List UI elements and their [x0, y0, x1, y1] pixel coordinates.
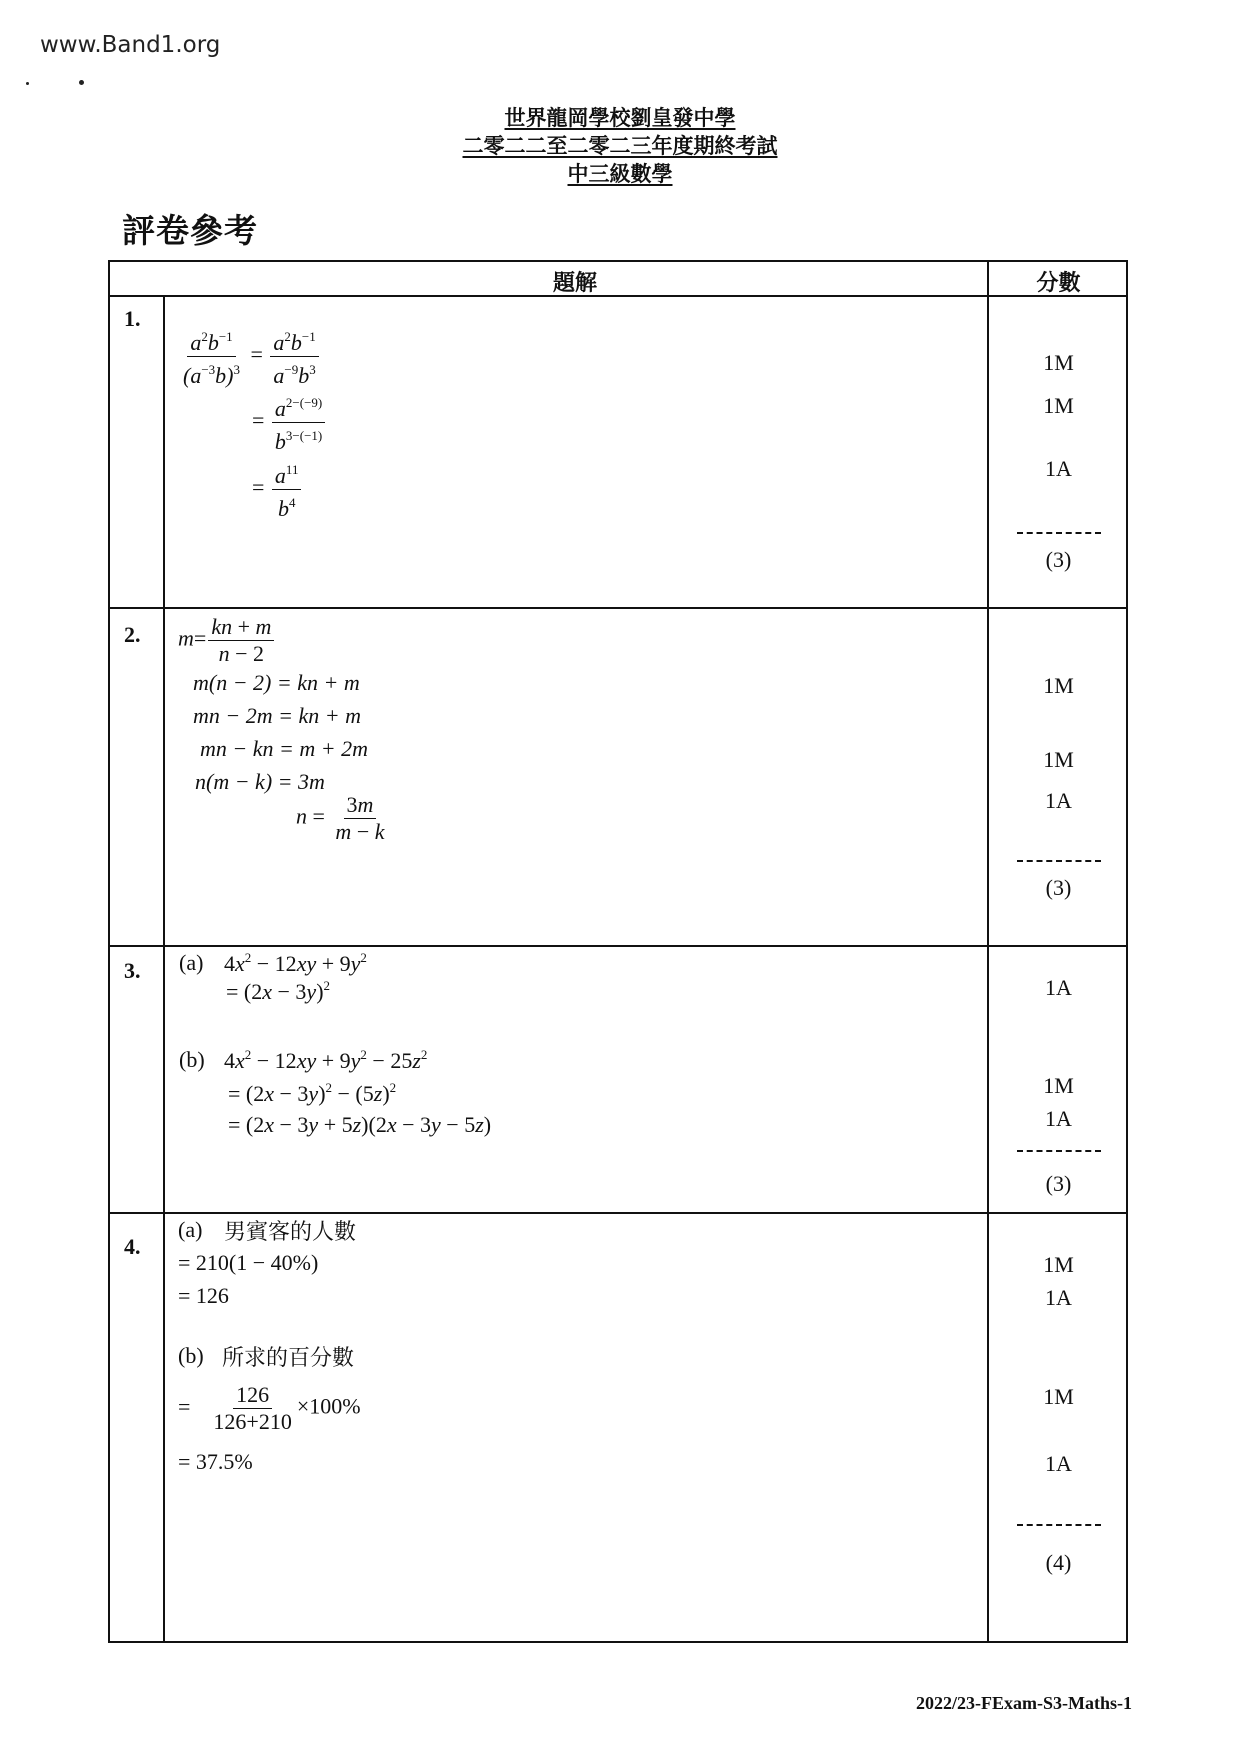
q4b-title: 所求的百分數 — [222, 1346, 355, 1371]
subtotal-separator — [1017, 532, 1101, 534]
q3a-step-2: = $(2x - 3y)^2$ — [226, 978, 331, 1004]
question-total: (3) — [1045, 1171, 1072, 1196]
q4b-label: (b) — [178, 1343, 204, 1368]
question-total: (4) — [1045, 1550, 1072, 1575]
school-name: 世界龍岡學校劉皇發中學 — [504, 106, 736, 130]
question-number: 3. — [124, 958, 141, 983]
mark: 1A — [1045, 1451, 1072, 1476]
row-divider — [110, 945, 1126, 947]
q3b-label: (b) — [179, 1047, 205, 1072]
question-number: 1. — [124, 306, 141, 331]
scan-speck — [26, 82, 29, 85]
number-column-divider — [163, 295, 165, 1641]
q4b-step-1: = $\frac{126}{126+210}$ ×100% — [178, 1382, 361, 1434]
q4-marks — [989, 1212, 1128, 1643]
q2-step-5: n(m − k) = 3m — [195, 769, 325, 794]
q3b-step-2: = $(2x - 3y)^2 - (5z)^2$ — [228, 1080, 397, 1106]
question-number: 4. — [124, 1234, 141, 1259]
scan-speck — [79, 80, 84, 85]
mark: 1M — [1043, 1252, 1074, 1277]
q3b-step-1: $4x^2 - 12xy + 9y^2 - 25z^2$ — [224, 1047, 428, 1073]
q2-step-3: mn − 2m = kn + m — [193, 703, 361, 728]
mark: 1A — [1045, 1106, 1072, 1131]
header-divider — [110, 295, 1126, 297]
mark: 1A — [1045, 456, 1072, 481]
q2-step-4: mn − kn = m + 2m — [200, 736, 368, 761]
subtotal-separator — [1017, 1524, 1101, 1526]
mark: 1M — [1043, 350, 1074, 375]
q1-marks — [989, 262, 1128, 607]
watermark-url: www.Band1.org — [40, 32, 221, 58]
marks-column-header: 分數 — [1036, 271, 1081, 296]
mark: 1A — [1045, 1285, 1072, 1310]
mark: 1M — [1043, 673, 1074, 698]
row-divider — [110, 1212, 1126, 1214]
q1-step-1: $\frac{a^2b^{-1}}{(a^{-3}b)^3}$ = $\frac{a^2b^{-1}}{a^{-9}b^3}$ — [178, 324, 321, 389]
document-title-block — [0, 104, 1240, 188]
mark: 1A — [1045, 788, 1072, 813]
mark: 1M — [1043, 747, 1074, 772]
subtotal-separator — [1017, 860, 1101, 862]
q3a-step-1: $4x^2 - 12xy + 9y^2$ — [224, 950, 367, 976]
q1-step-2: = $\frac{a^{2-(-9)}}{b^{3-(-1)}}$ — [252, 390, 327, 455]
mark: 1M — [1043, 1073, 1074, 1098]
row-divider — [110, 607, 1126, 609]
mark: 1M — [1043, 393, 1074, 418]
fraction-numerator: 126 — [233, 1382, 272, 1409]
q4a-step-1: = 210(1 − 40%) — [178, 1250, 319, 1275]
fraction-suffix: ×100% — [296, 1393, 361, 1419]
q1-step-3: = $\frac{a^{11}}{b^4}$ — [252, 457, 303, 522]
fraction-denominator: 126+210 — [213, 1409, 292, 1434]
q2-marks — [989, 607, 1128, 945]
q3a-label: (a) — [179, 950, 204, 975]
marking-scheme-table — [108, 260, 1128, 1643]
mark: 1M — [1043, 1384, 1074, 1409]
page-footer-code: 2022/23-FExam-S3-Maths-1 — [916, 1693, 1132, 1713]
mark: 1A — [1045, 975, 1072, 1000]
exam-name: 二零二二至二零二三年度期終考試 — [462, 134, 778, 158]
q3b-step-3: = (2x − 3y + 5z)(2x − 3y − 5z) — [228, 1112, 492, 1137]
q2-step-6: n = $\frac{3m}{m - k}$ — [296, 792, 385, 844]
question-total: (3) — [1045, 547, 1072, 572]
q4a-step-2: = 126 — [178, 1283, 229, 1308]
marking-scheme-heading: 評卷參考 — [122, 211, 258, 250]
q2-step-1: m= $\frac{kn + m}{n - 2}$ — [178, 614, 276, 667]
subtotal-separator — [1017, 1150, 1101, 1152]
q2-step-2: m(n − 2) = kn + m — [193, 670, 360, 695]
question-number: 2. — [124, 622, 141, 647]
subject-name: 中三級數學 — [567, 162, 673, 186]
q4a-label: (a) — [178, 1217, 203, 1242]
q4a-title: 男賓客的人數 — [224, 1220, 357, 1245]
q4b-result: = 37.5% — [178, 1449, 253, 1474]
q3-marks — [989, 945, 1128, 1212]
question-total: (3) — [1045, 875, 1072, 900]
solution-column-header: 題解 — [552, 271, 597, 296]
